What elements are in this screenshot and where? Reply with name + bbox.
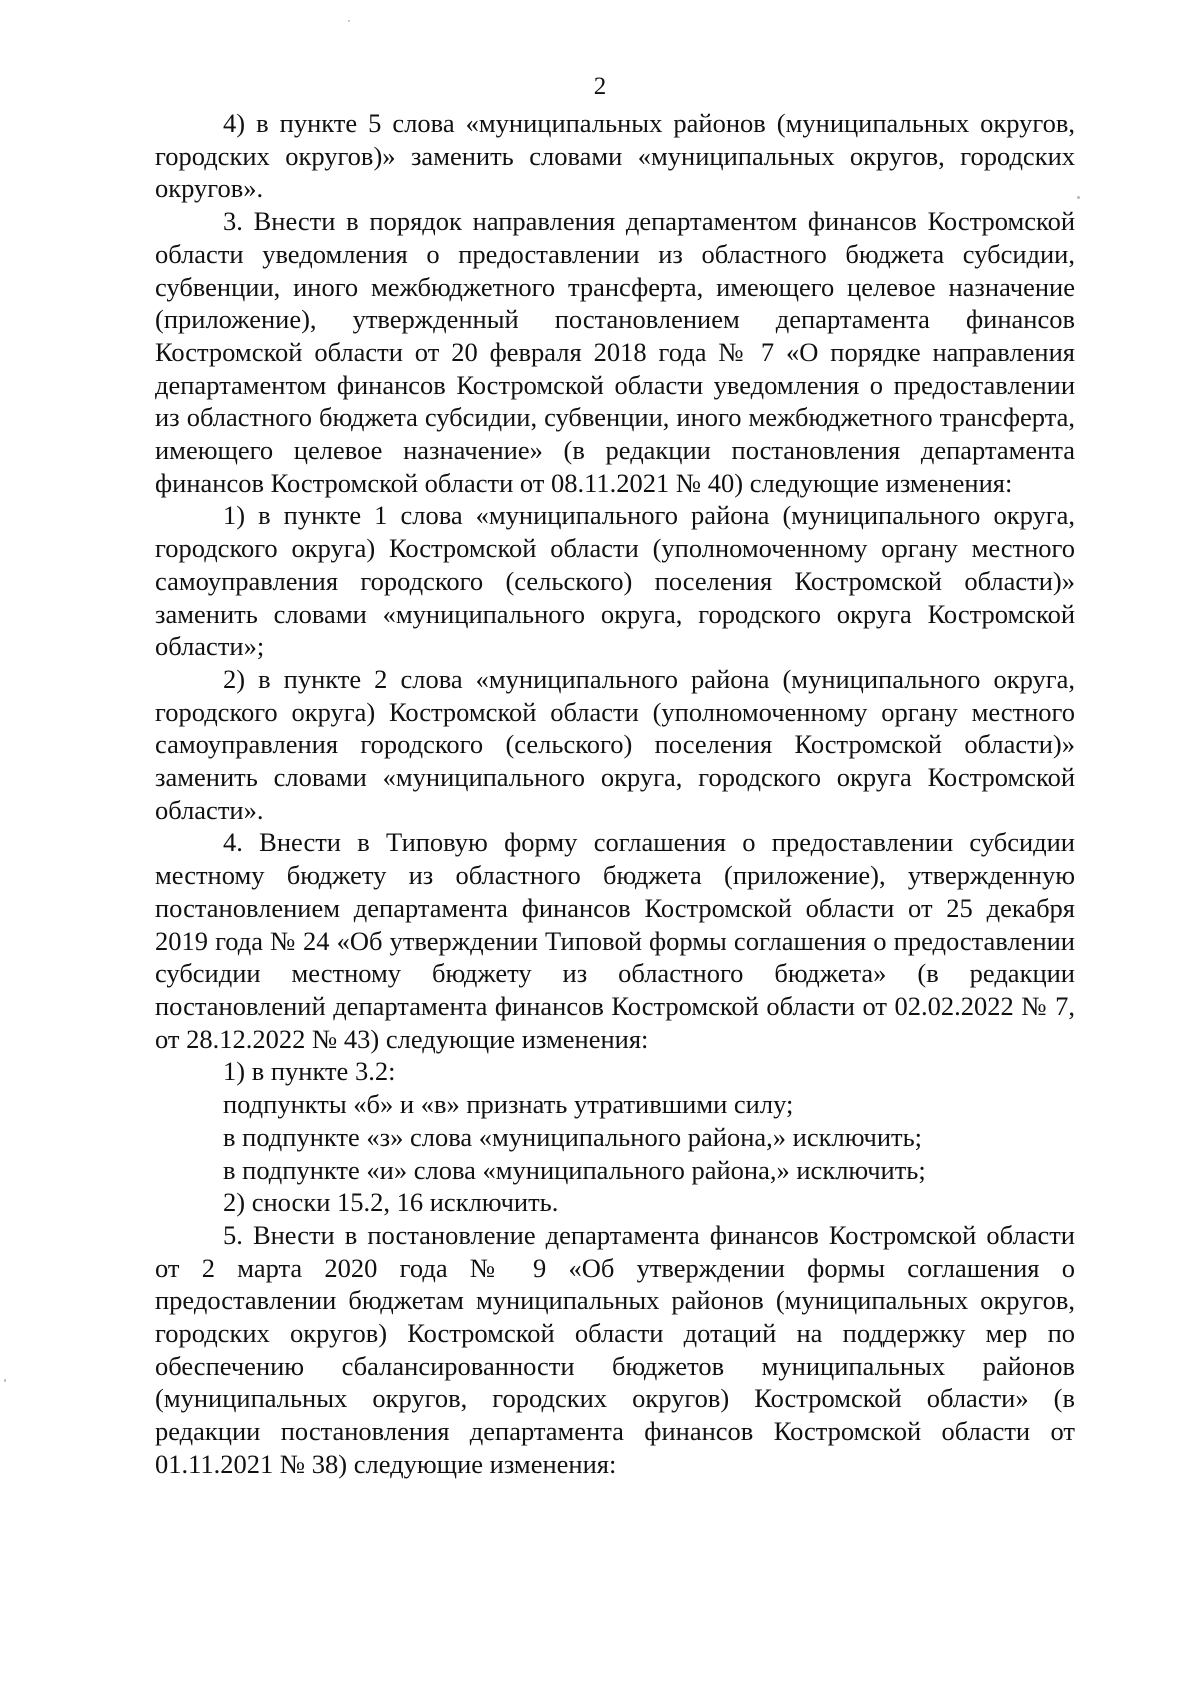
scan-speck	[4, 1379, 6, 1382]
paragraph-section-4-item-1: 1) в пункте 3.2:	[223, 1056, 396, 1087]
scan-speck	[348, 20, 350, 22]
paragraph-section-4-item-1-b: в подпункте «з» слова «муниципального района,» исключить;	[223, 1121, 923, 1152]
document-body	[155, 107, 1075, 1481]
paragraph-section-3-item-1: 1) в пункте 1 слова «муниципального района (муниципального округа, городского округа) Костромской области (уполномоченному органу местного самоуправления городского (сельского) поселения Костромской области)» заменить словами «муниципального округа, городского округа Костромской области»;	[155, 500, 1075, 662]
paragraph-section-4-item-2: 2) сноски 15.2, 16 исключить.	[223, 1187, 559, 1218]
paragraph-section-3-item-2: 2) в пункте 2 слова «муниципального района (муниципального округа, городского округа) Костромской области (уполномоченному органу местного самоуправления городского (сельского) поселения Костромской области)» заменить словами «муниципального округа, городского округа Костромской области».	[155, 663, 1075, 825]
paragraph-amendment-4: 4) в пункте 5 слова «муниципальных районов (муниципальных округов, городских округов)» заменить словами «муниципальных округов, городских округов».	[155, 108, 1075, 204]
paragraph-section-4-item-1-c: в подпункте «и» слова «муниципального района,» исключить;	[223, 1154, 926, 1185]
paragraph-section-4: 4. Внести в Типовую форму соглашения о предоставлении субсидии местному бюджету из областного бюджета (приложение), утвержденную постановлением департамента финансов Костромской области от 25 декабря 2019 года № 24 «Об утверждении Типовой формы соглашения о предоставлении субсидии местному бюджету из областного бюджета» (в редакции постановлений департамента финансов Костромской области от 02.02.2022 № 7, от 28.12.2022 № 43) следующие изменения:	[155, 827, 1075, 1054]
page-number: 2	[593, 73, 607, 100]
scan-speck	[1077, 196, 1080, 199]
paragraph-section-3: 3. Внести в порядок направления департаментом финансов Костромской области уведомления о предоставлении из областного бюджета субсидии, субвенции, иного межбюджетного трансферта, имеющего целевое назначение (приложение), утвержденный постановлением департамента финансов Костромской области от 20 февраля 2018 года № 7 «О порядке направления департаментом финансов Костромской области уведомления о предоставлении из областного бюджета субсидии, субвенции, иного межбюджетного трансферта, имеющего целевое назначение» (в редакции постановления департамента финансов Костромской области от 08.11.2021 № 40) следующие изменения:	[155, 206, 1075, 498]
paragraph-section-4-item-1-a: подпункты «б» и «в» признать утратившими силу;	[223, 1089, 794, 1120]
paragraph-section-5: 5. Внести в постановление департамента финансов Костромской области от 2 марта 2020 года № 9 «Об утверждении формы соглашения о предоставлении бюджетам муниципальных районов (муниципальных округов, городских округов) Костромской области дотаций на поддержку мер по обеспечению сбалансированности бюджетов муниципальных районов (муниципальных округов, городских округов) Костромской области» (в редакции постановления департамента финансов Костромской области от 01.11.2021 № 38) следующие изменения:	[155, 1219, 1075, 1479]
